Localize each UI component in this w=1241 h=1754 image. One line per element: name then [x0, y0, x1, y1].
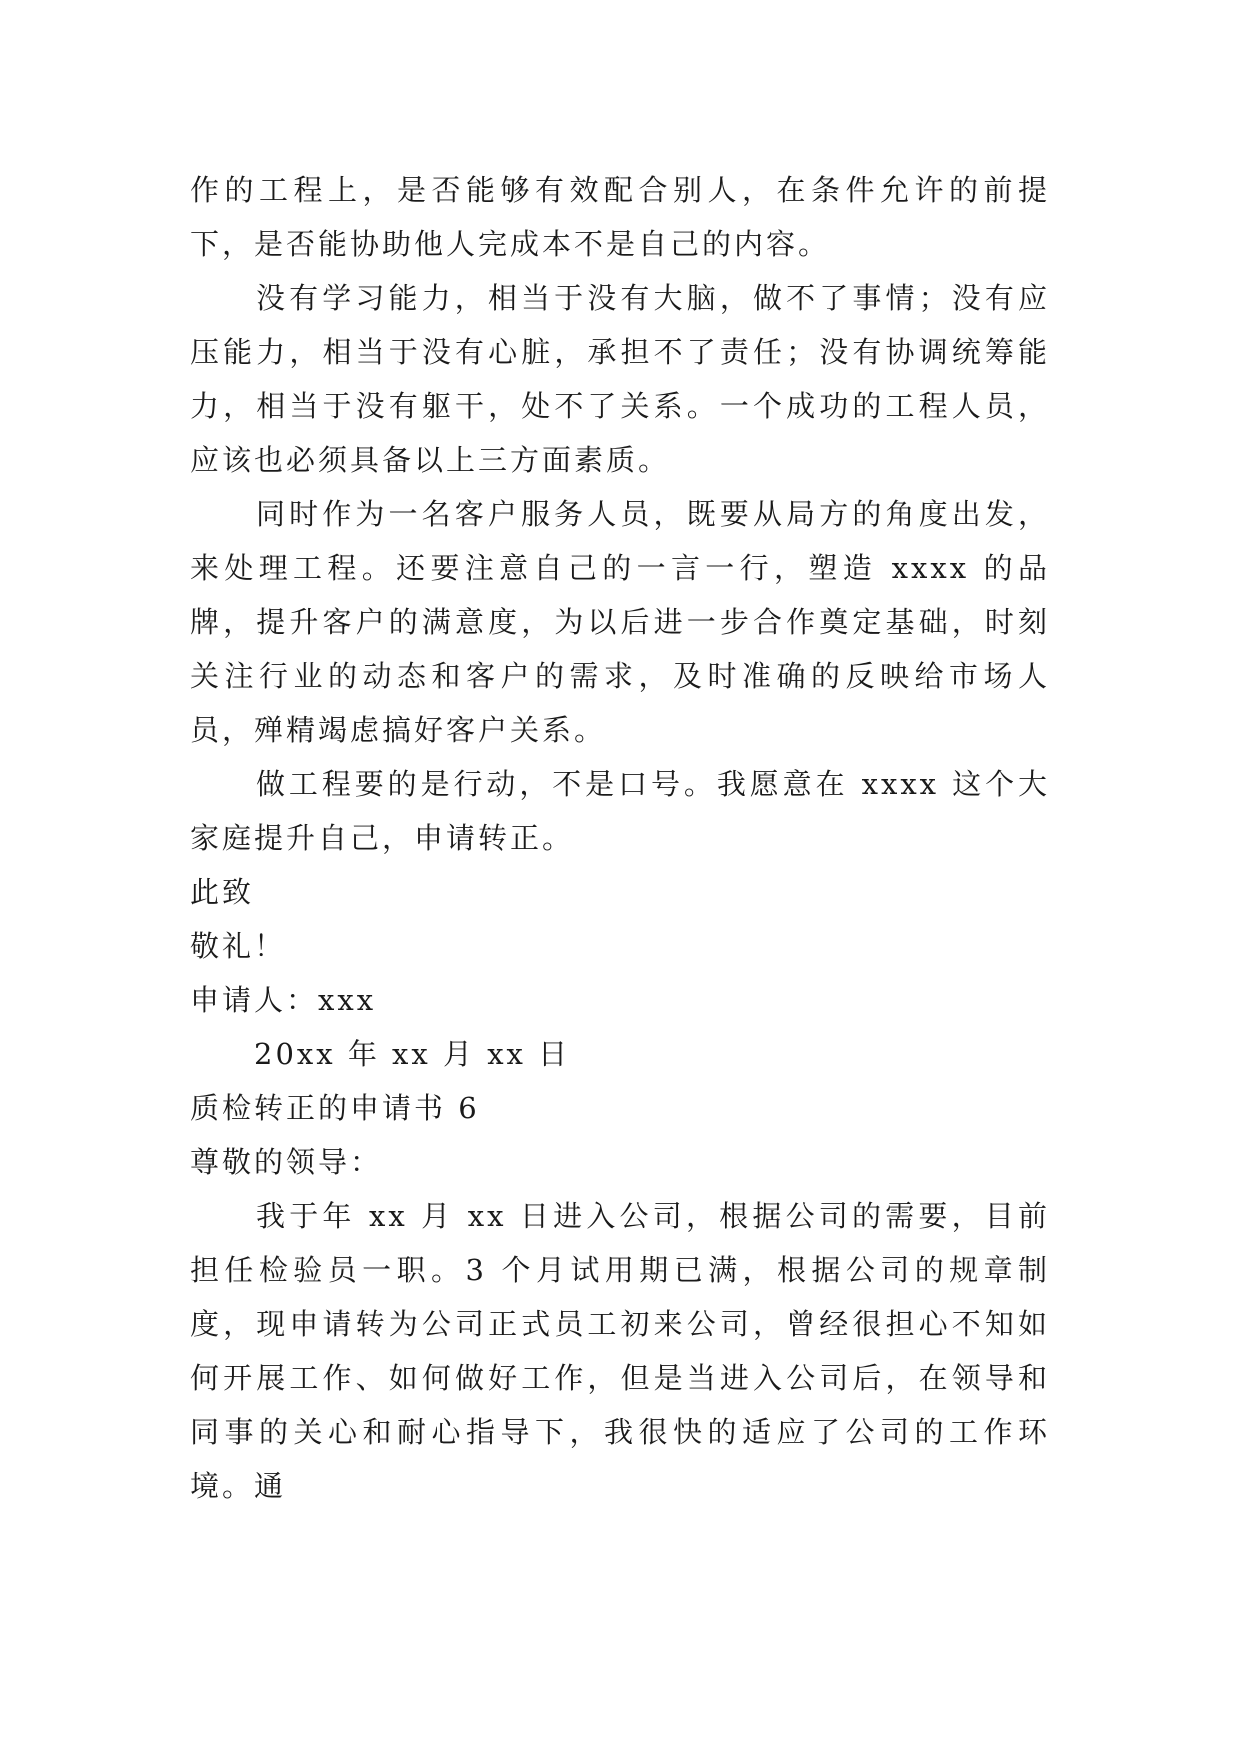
closing-line-1: 此致	[190, 875, 255, 909]
date-line: 20xx 年 xx 月 xx 日	[254, 1037, 571, 1071]
salutation: 尊敬的领导：	[190, 1145, 383, 1179]
document-body	[190, 163, 1050, 1513]
paragraph-customer-service: 同时作为一名客户服务人员，既要从局方的角度出发，来处理工程。还要注意自己的一言一行，塑造 xxxx 的品牌，提升客户的满意度，为以后进一步合作奠定基础，时刻关注行业的动态和客户的需求，及时准确的反映给市场人员，殚精竭虑搞好客户关系。	[190, 497, 1050, 747]
applicant-line: 申请人：xxx	[190, 983, 377, 1017]
paragraph-abilities: 没有学习能力，相当于没有大脑，做不了事情；没有应压能力，相当于没有心脏，承担不了责任；没有协调统筹能力，相当于没有躯干，处不了关系。一个成功的工程人员，应该也必须具备以上三方面素质。	[190, 281, 1050, 477]
paragraph-application: 我于年 xx 月 xx 日进入公司，根据公司的需要，目前担任检验员一职。3 个月试用期已满，根据公司的规章制度，现申请转为公司正式员工初来公司，曾经很担心不知如何开展工作、如何做好工作，但是当进入公司后，在领导和同事的关心和耐心指导下，我很快的适应了公司的工作环境。通	[190, 1199, 1050, 1503]
paragraph-action: 做工程要的是行动，不是口号。我愿意在 xxxx 这个大家庭提升自己，申请转正。	[190, 767, 1050, 855]
section-title: 质检转正的申请书 6	[190, 1091, 480, 1125]
paragraph-continuation: 作的工程上，是否能够有效配合别人，在条件允许的前提下，是否能协助他人完成本不是自己的内容。	[190, 173, 1050, 261]
closing-line-2: 敬礼！	[190, 929, 287, 963]
